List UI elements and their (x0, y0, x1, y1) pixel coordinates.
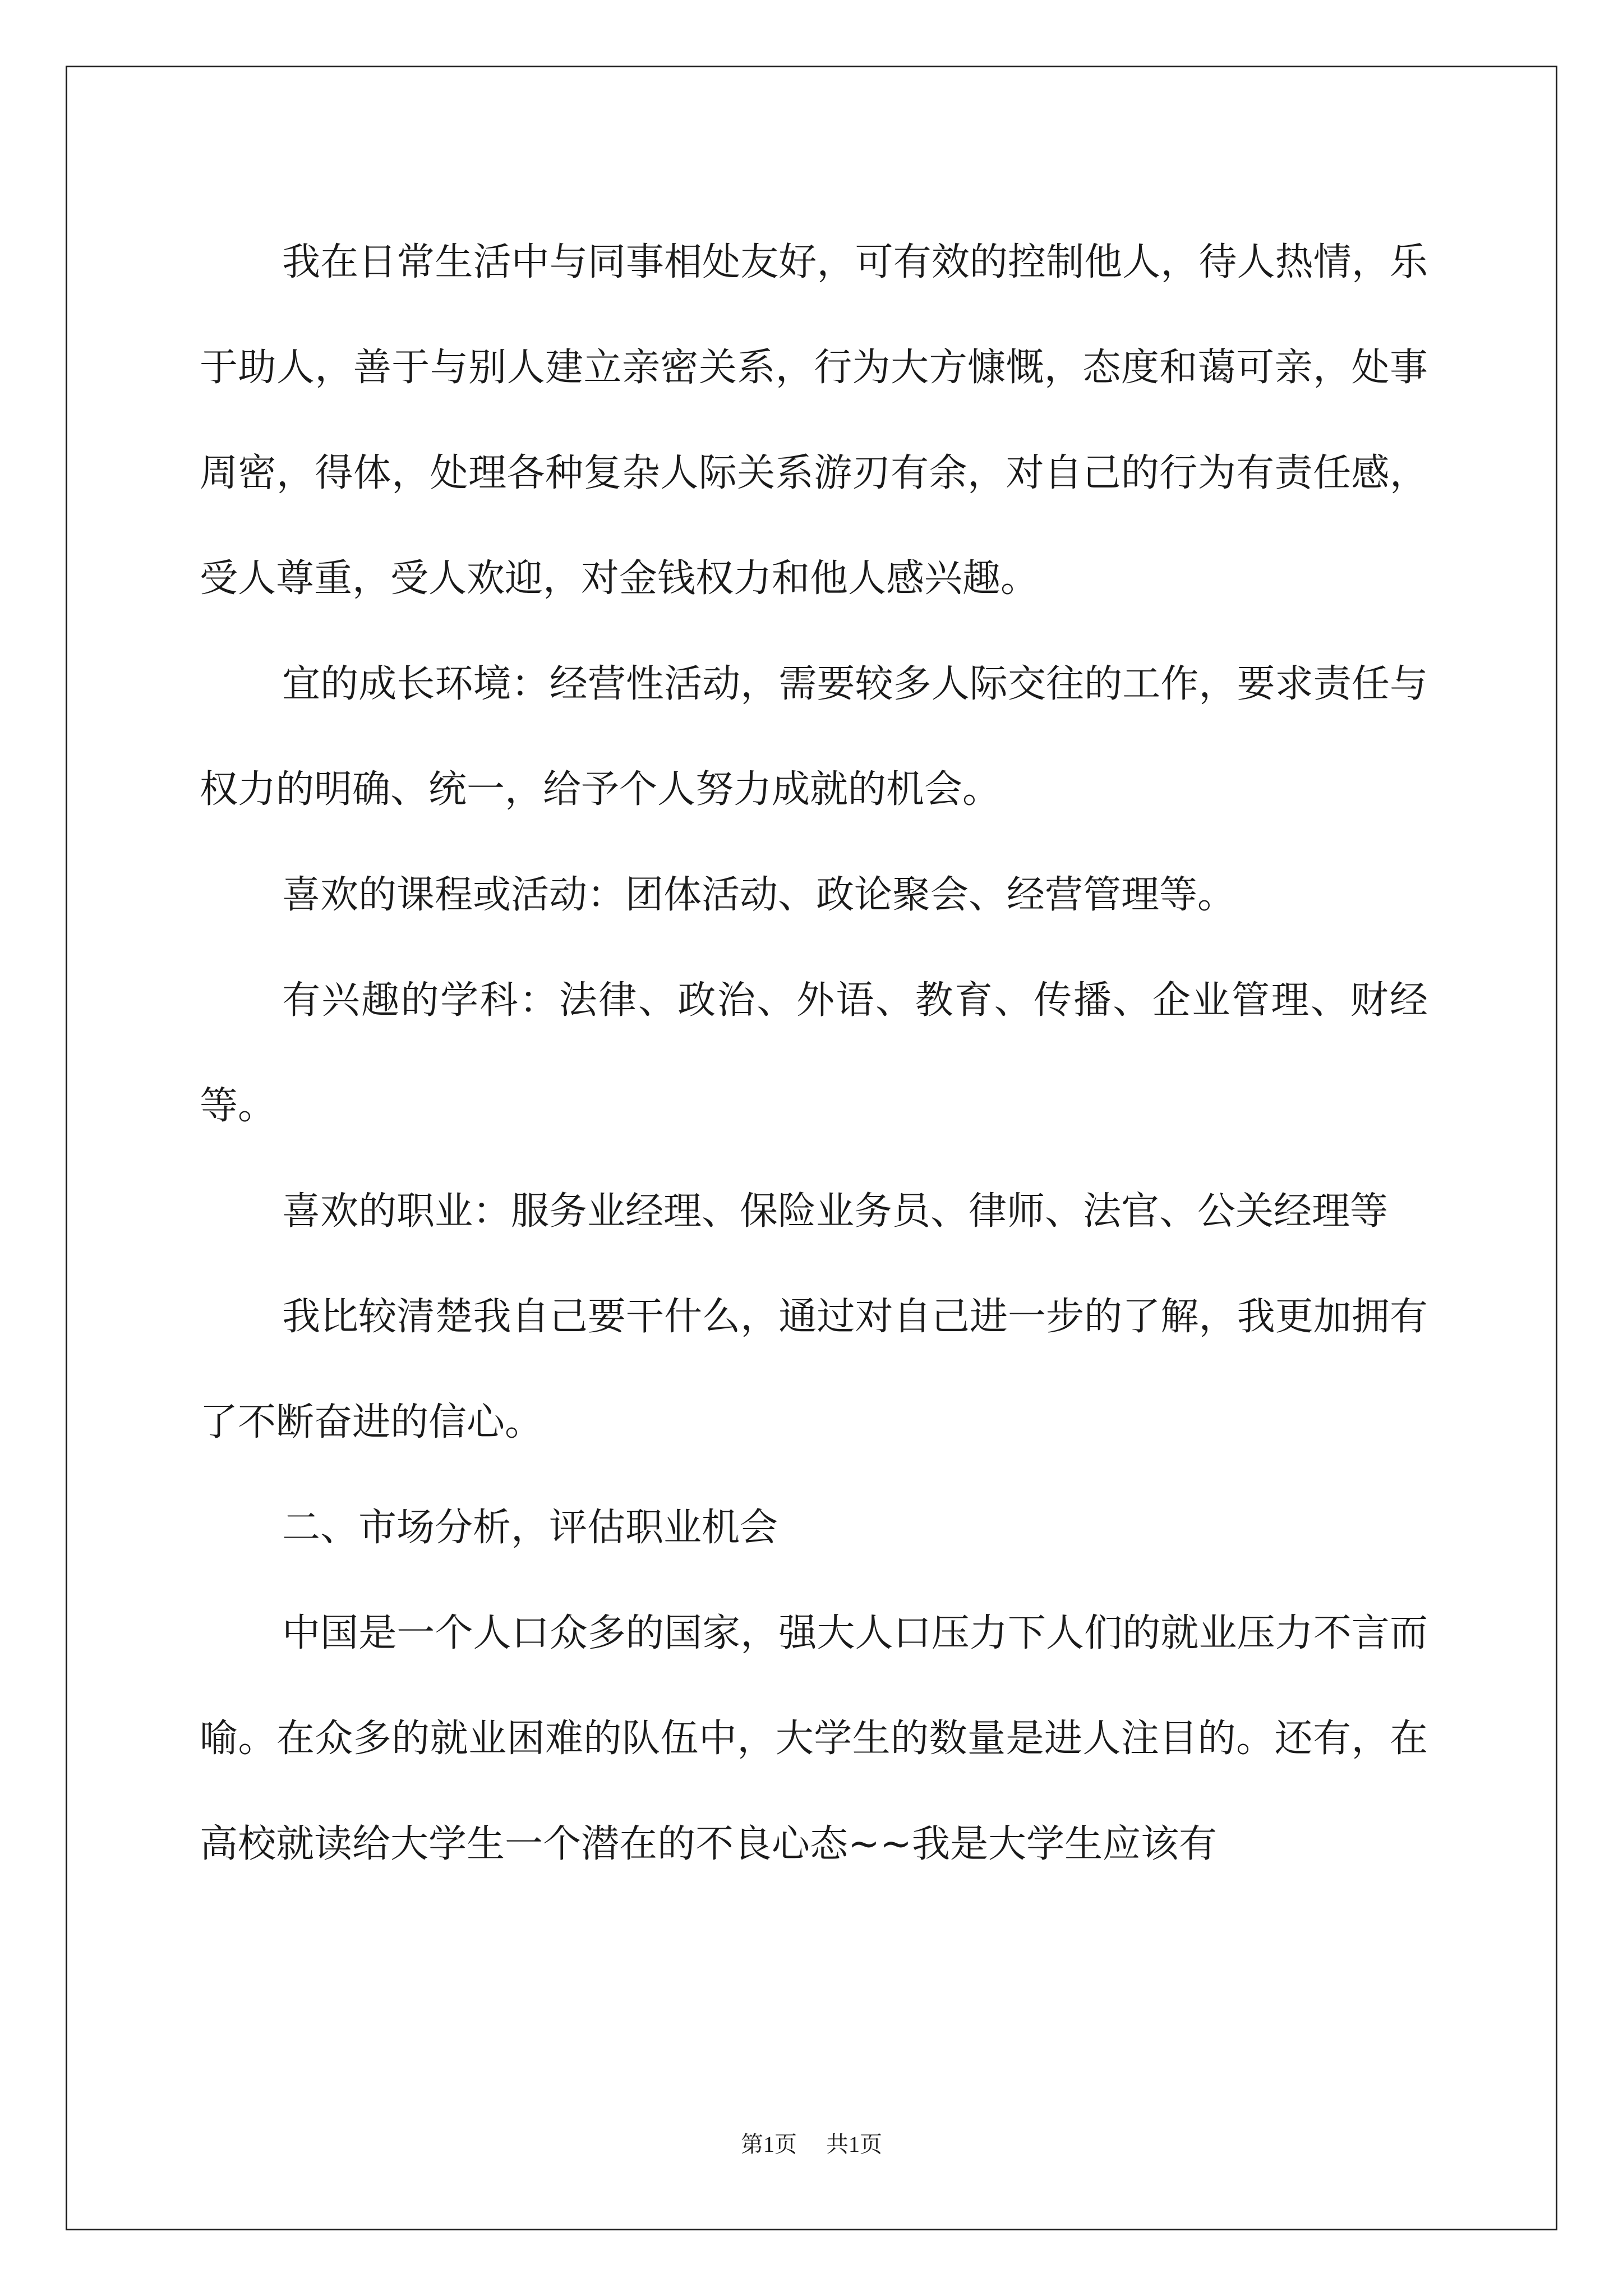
page-total: 共1页 (826, 2132, 882, 2157)
paragraph-self-confidence: 我比较清楚我自己要干什么，通过对自己进一步的了解，我更加拥有了不断奋进的信心。 (200, 1295, 1428, 1444)
page-footer (0, 2129, 1623, 2160)
document-body (200, 210, 1428, 1897)
page-number: 第1页 (741, 2132, 797, 2157)
paragraph-self-assessment: 我在日常生活中与同事相处友好，可有效的控制他人，待人热情，乐于助人，善于与别人建立亲密关系，行为大方慷慨，态度和蔼可亲，处事周密，得体，处理各种复杂人际关系游刃有余，对自己的行为有责任感，受人尊重，受人欢迎，对金钱权力和他人感兴趣。 (200, 240, 1428, 601)
paragraph-interested-subjects: 有兴趣的学科：法律、政治、外语、教育、传播、企业管理、财经等。 (200, 978, 1428, 1128)
paragraph-preferred-activities: 喜欢的课程或活动：团体活动、政论聚会、经营管理等。 (282, 873, 1236, 917)
paragraph-preferred-careers: 喜欢的职业：服务业经理、保险业务员、律师、法官、公关经理等 (282, 1189, 1389, 1234)
section-heading-market-analysis: 二、市场分析，评估职业机会 (282, 1506, 778, 1550)
paragraph-growth-environment: 宜的成长环境：经营性活动，需要较多人际交往的工作，要求责任与权力的明确、统一，给予个人努力成就的机会。 (200, 662, 1428, 812)
paragraph-employment-pressure: 中国是一个人口众多的国家，强大人口压力下人们的就业压力不言而喻。在众多的就业困难的队伍中，大学生的数量是进人注目的。还有，在高校就读给大学生一个潜在的不良心态~~我是大学生应该有 (200, 1611, 1428, 1866)
